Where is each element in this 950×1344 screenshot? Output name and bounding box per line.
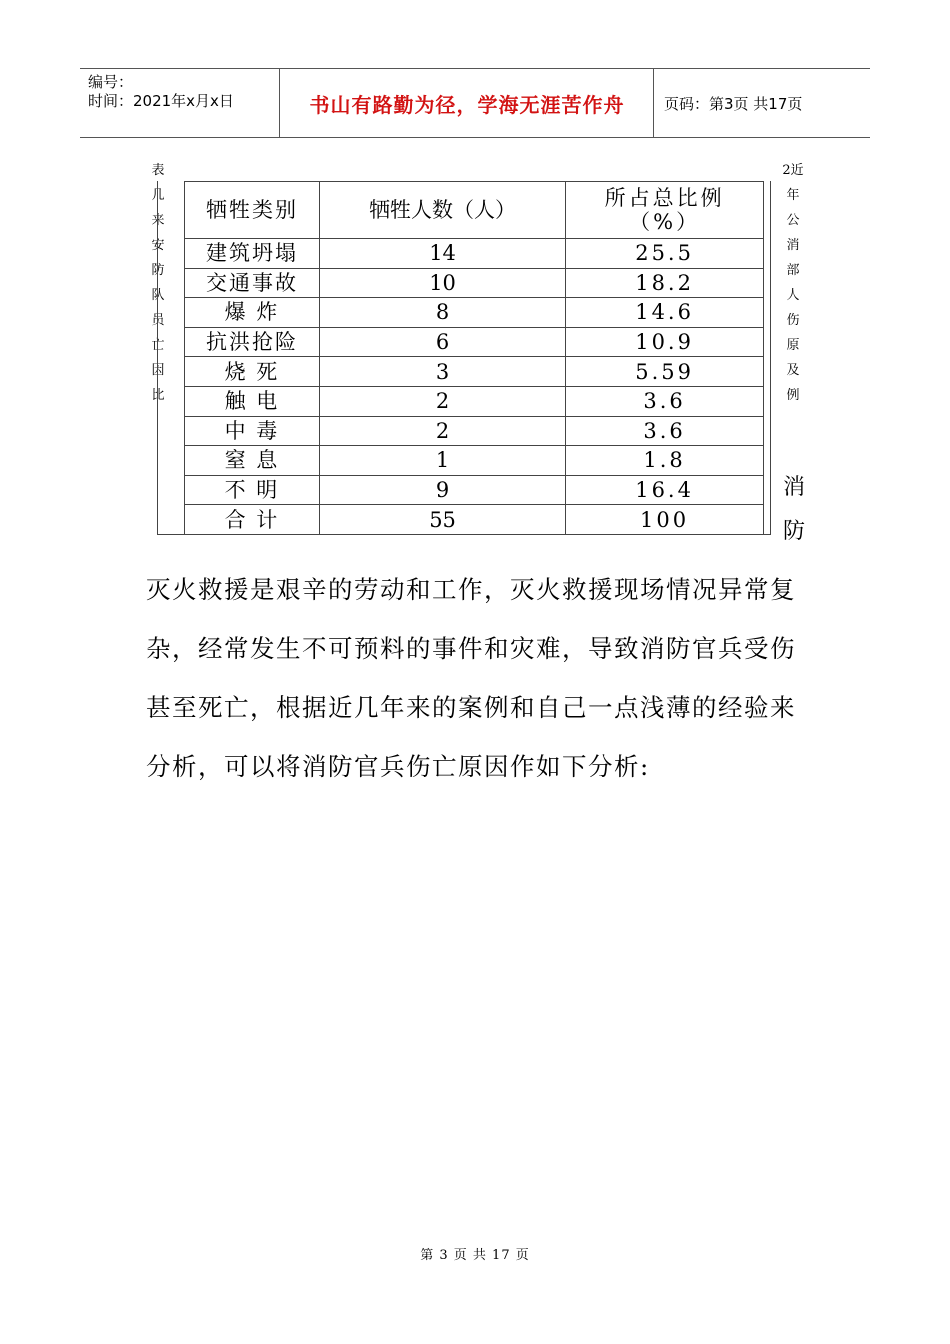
cell-count: 55 (319, 505, 565, 535)
cell-category: 不 明 (185, 475, 320, 505)
table-row (185, 505, 764, 535)
caption-char: 队 (151, 288, 165, 303)
cell-ratio: 100 (566, 505, 764, 535)
table-row (185, 298, 764, 328)
table-row (185, 357, 764, 387)
cell-ratio: 25.5 (566, 239, 764, 269)
col-header-ratio-line2: （%） (629, 210, 701, 234)
cell-count: 6 (319, 327, 565, 357)
table-row (185, 268, 764, 298)
page-footer: 第 3 页 共 17 页 (420, 1248, 530, 1263)
cell-ratio: 1.8 (566, 446, 764, 476)
cell-count: 2 (319, 416, 565, 446)
cell-count: 3 (319, 357, 565, 387)
caption-char: 亡 (151, 338, 165, 353)
cell-category: 抗洪抢险 (185, 327, 320, 357)
margin-words (779, 466, 809, 554)
cell-count: 9 (319, 475, 565, 505)
cell-ratio: 14.6 (566, 298, 764, 328)
body-paragraph: 灭火救援是艰辛的劳动和工作，灭火救援现场情况异常复杂，经常发生不可预料的事件和灾难，导致消防官兵受伤甚至死亡，根据近几年来的案例和自己一点浅薄的经验来分析，可以将消防官兵伤亡原因作如下分析: (146, 575, 796, 781)
cell-category: 合 计 (185, 505, 320, 535)
caption-char: 因 (151, 363, 165, 378)
table-body (185, 239, 764, 535)
cell-ratio: 10.9 (566, 327, 764, 357)
table-row (185, 327, 764, 357)
page-header (80, 68, 870, 138)
cell-ratio: 3.6 (566, 416, 764, 446)
header-motto: 书山有路勤为径，学海无涯苦作舟 (281, 69, 654, 137)
caption-char: 伤 (786, 313, 800, 328)
caption-char: 2近 (782, 163, 804, 178)
casualty-table (184, 181, 764, 535)
header-meta (80, 69, 280, 137)
table-row (185, 386, 764, 416)
header-page-label: 页码：第3页 共17页 (664, 94, 803, 113)
col-header-category: 牺牲类别 (185, 182, 320, 239)
table-row (185, 475, 764, 505)
caption-char: 部 (786, 263, 800, 278)
header-number-label: 编号： (88, 73, 134, 91)
cell-category: 烧 死 (185, 357, 320, 387)
cell-count: 8 (319, 298, 565, 328)
table-row (185, 239, 764, 269)
col-header-count: 牺牲人数（人） (319, 182, 565, 239)
cell-count: 14 (319, 239, 565, 269)
caption-char: 人 (786, 288, 800, 303)
caption-char: 员 (151, 313, 165, 328)
caption-char: 公 (786, 213, 800, 228)
caption-char: 安 (151, 238, 165, 253)
col-header-ratio (566, 182, 764, 239)
margin-word: 防 (782, 519, 805, 544)
cell-category: 爆 炸 (185, 298, 320, 328)
cell-count: 1 (319, 446, 565, 476)
caption-char: 例 (786, 388, 800, 403)
table-header-row (185, 182, 764, 239)
caption-char: 几 (151, 188, 165, 203)
cell-ratio: 5.59 (566, 357, 764, 387)
table-row (185, 416, 764, 446)
caption-char: 消 (786, 238, 800, 253)
cell-ratio: 16.4 (566, 475, 764, 505)
cell-category: 建筑坍塌 (185, 239, 320, 269)
caption-char: 防 (151, 263, 165, 278)
table-row (185, 446, 764, 476)
cell-category: 中 毒 (185, 416, 320, 446)
cell-category: 交通事故 (185, 268, 320, 298)
caption-char: 原 (786, 338, 800, 353)
cell-count: 2 (319, 386, 565, 416)
casualty-table-wrap (157, 181, 771, 535)
caption-char: 比 (151, 388, 165, 403)
right-vertical-caption (776, 158, 810, 408)
caption-char: 及 (786, 363, 800, 378)
caption-char: 年 (786, 188, 800, 203)
header-time-label: 时间：2021年x月x日 (88, 92, 234, 110)
cell-category: 窒 息 (185, 446, 320, 476)
col-header-ratio-line1: 所占总比例 (604, 186, 725, 210)
caption-char: 表 (151, 163, 165, 178)
cell-ratio: 18.2 (566, 268, 764, 298)
margin-word: 消 (782, 475, 805, 500)
cell-ratio: 3.6 (566, 386, 764, 416)
cell-category: 触 电 (185, 386, 320, 416)
cell-count: 10 (319, 268, 565, 298)
caption-char: 来 (151, 213, 165, 228)
